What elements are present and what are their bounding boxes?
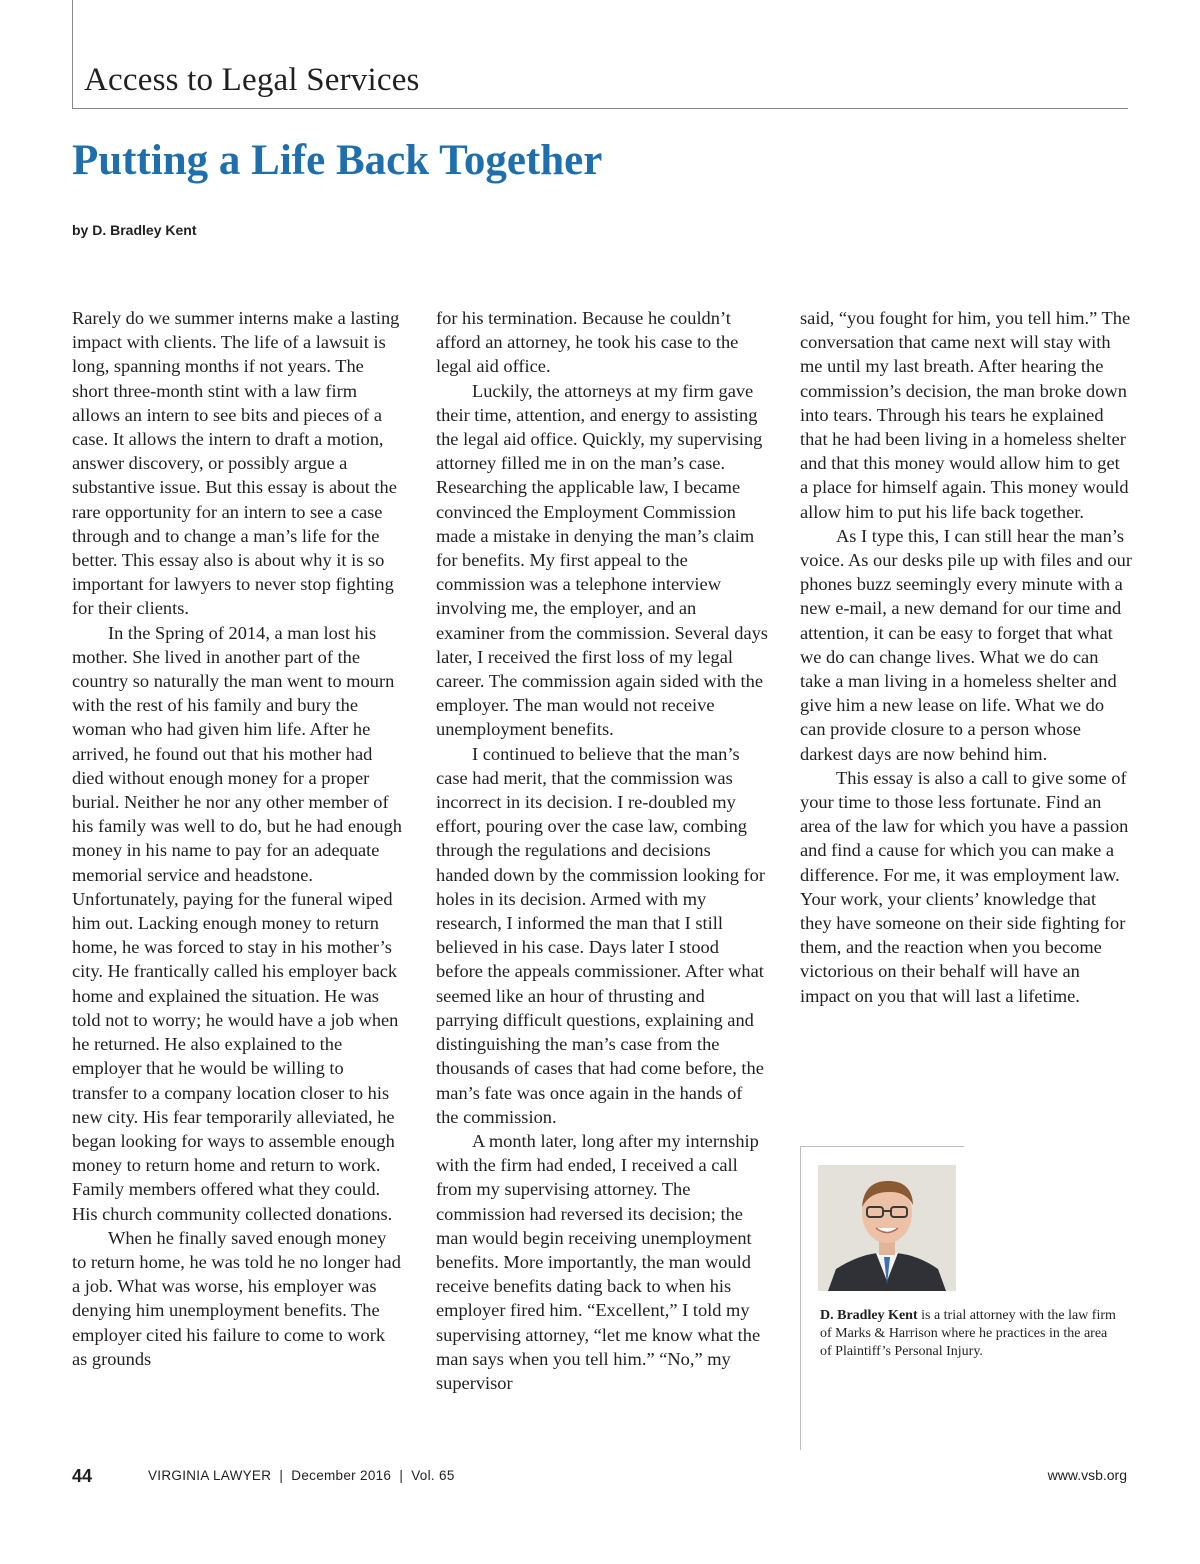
author-name: D. Bradley Kent [820, 1308, 918, 1323]
paragraph: said, “you fought for him, you tell him.” The conversation that came next will stay with me until my last breath. After hearing the commission’s decision, the man broke down into tears. Through his tears he explained that he had been living in a homeless shelter and that this money would allow him to get a place for himself again. This money would allow him to put his life back together. [800, 308, 1131, 522]
page-footer [0, 1463, 1200, 1493]
article-column-2 [436, 306, 768, 1395]
paragraph: for his termination. Because he couldn’t afford an attorney, he took his case to the legal aid office. [436, 308, 739, 377]
article-column-3 [800, 306, 1132, 1008]
byline: by D. Bradley Kent [72, 222, 197, 238]
paragraph: In the Spring of 2014, a man lost his mother. She lived in another part of the country so naturally the man went to mourn with the rest of his family and bury the woman who had given him life. After he arrived, he found out that his mother had died without enough money for a proper burial. Neither he nor any other member of his family was well to do, but he had enough money in his name to pay for an adequate memorial service and headstone. Unfortunately, paying for the funeral wiped him out. Lacking enough money to return home, he was forced to stay in his mother’s city. He frantically called his employer back home and explained the situation. He was told not to worry; he would have a job when he returned. He also explained to the employer that he would be willing to transfer to a company location closer to his new city. His fear temporarily alleviated, he began looking for ways to assemble enough money to return home and return to work. Family members offered what they could. His church community collected donations. [72, 622, 402, 1224]
paragraph: I continued to believe that the man’s case had merit, that the commission was incorrect in its decision. I re-doubled my effort, pouring over the case law, combing through the regulations and decisions handed down by the commission looking for holes in its decision. Armed with my research, I informed the man that I still believed in his case. Days later I stood before the appeals commissioner. After what seemed like an hour of thrusting and parrying difficult questions, explaining and distinguishing the man’s case from the thousands of cases that had come before, the man’s fate was once again in the hands of the commission. [436, 743, 765, 1127]
paragraph: As I type this, I can still hear the man’s voice. As our desks pile up with files and our phones buzz seemingly every minute with a new e-mail, a new demand for our time and attention, it can be easy to forget that what we do can change lives. What we do can take a man living in a homeless shelter and give him a new lease on life. What we do can provide closure to a person whose darkest days are now behind him. [800, 525, 1133, 764]
header-vertical-rule [72, 0, 73, 108]
paragraph: When he finally saved enough money to return home, he was told he no longer had a job. What was worse, his employer was denying him unemployment benefits. The employer cited his failure to come to work as grounds [72, 1227, 401, 1369]
paragraph: Luckily, the attorneys at my firm gave their time, attention, and energy to assisting the legal aid office. Quickly, my supervising attorney filled me in on the man’s case. Researching the applicable law, I became convinced the Employment Commission made a mistake in denying the man’s claim for benefits. My first appeal to the commission was a telephone interview involving me, the employer, and an examiner from the commission. Several days later, I received the first loss of my legal career. The commission again sided with the employer. The man would not receive unemployment benefits. [436, 380, 768, 740]
paragraph: This essay is also a call to give some of your time to those less fortunate. Find an area of the law for which you have a passion and find a cause for which you can make a difference. For me, it was employment law. Your work, your clients’ knowledge that they have someone on their side fighting for them, and the reaction when you become victorious on their behalf will have an impact on you that will last a lifetime. [800, 767, 1129, 1006]
author-bio [820, 1307, 1120, 1361]
article-column-1 [72, 306, 404, 1371]
publication-line: VIRGINIA LAWYER | December 2016 | Vol. 65 [148, 1468, 455, 1483]
author-bio-text: is a trial attorney with the law firm of Marks & Harrison where he practices in the area of Plaintiff’s Personal Injury. [820, 1308, 1116, 1359]
header-horizontal-rule [72, 108, 1128, 109]
author-photo [818, 1165, 956, 1291]
author-box-top-rule [800, 1146, 964, 1147]
paragraph: Rarely do we summer interns make a lasting impact with clients. The life of a lawsuit is long, spanning months if not years. The short three-month stint with a law firm allows an intern to see bits and pieces of a case. It allows the intern to draft a motion, answer discovery, or possibly argue a substantive issue. But this essay is about the rare opportunity for an intern to see a case through and to change a man’s life for the better. This essay also is about why it is so important for lawyers to never stop fighting for their clients. [72, 308, 400, 619]
author-box-rule [800, 1146, 801, 1450]
section-label: Access to Legal Services [84, 62, 420, 98]
website-link[interactable]: www.vsb.org [1047, 1467, 1127, 1483]
paragraph: A month later, long after my internship with the firm had ended, I received a call from my supervising attorney. The commission had reversed its decision; the man would begin receiving unemployment benefits. More importantly, the man would receive benefits dating back to when his employer fired him. “Excellent,” I told my supervising attorney, “let me know what the man says when you tell him.” “No,” my supervisor [436, 1130, 761, 1393]
page-number: 44 [72, 1466, 93, 1486]
article-headline: Putting a Life Back Together [72, 137, 603, 184]
